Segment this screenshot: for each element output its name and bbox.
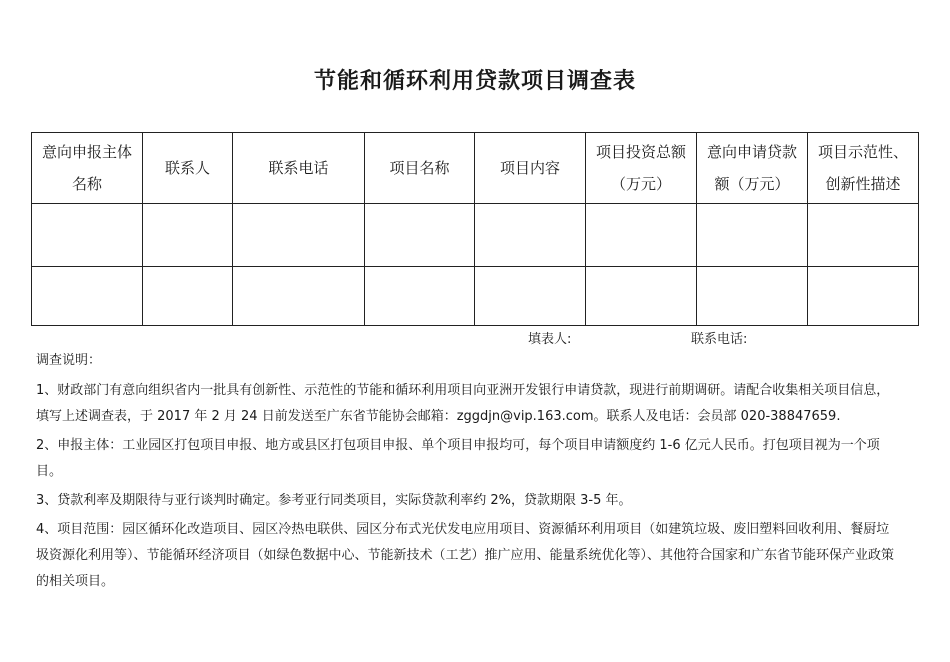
table-cell[interactable] xyxy=(697,267,808,326)
header-project-name xyxy=(365,133,475,204)
header-text: 联系电话 xyxy=(268,159,329,177)
table-cell[interactable] xyxy=(143,267,233,326)
header-applicant-name xyxy=(32,133,143,204)
table-cell[interactable] xyxy=(365,267,475,326)
table-cell[interactable] xyxy=(808,204,919,267)
header-text: 项目名称 xyxy=(389,159,450,177)
table-cell[interactable] xyxy=(233,267,365,326)
table-row xyxy=(32,204,919,267)
header-text: 创新性描述 xyxy=(825,175,901,193)
header-contact-person xyxy=(143,133,233,204)
header-text: 额（万元） xyxy=(714,175,790,193)
header-text: 意向申报主体 xyxy=(41,143,132,161)
table-cell[interactable] xyxy=(143,204,233,267)
table-row xyxy=(32,267,919,326)
header-text: （万元） xyxy=(610,175,671,193)
header-text: 名称 xyxy=(71,175,102,193)
survey-table xyxy=(31,132,919,326)
note-item: 2、申报主体：工业园区打包项目申报、地方或县区打包项目申报、单个项目申报均可，每个项目申请额度约 1-6 亿元人民币。打包项目视为一个项目。 xyxy=(36,438,880,479)
header-text: 项目内容 xyxy=(499,159,560,177)
note-item: 1、财政部门有意向组织省内一批具有创新性、示范性的节能和循环利用项目向亚洲开发银行申请贷款，现进行前期调研。请配合收集相关项目信息，填写上述调查表，于 2017 年 2 月 24 日前发送至广东省节能协会邮箱：zggdjn@vip.163.com。联系人及电话：会员部 020-38847659. xyxy=(36,383,890,424)
note-item: 3、贷款利率及期限待与亚行谈判时确定。参考亚行同类项目，实际贷款利率约 2%，贷款期限 3-5 年。 xyxy=(36,493,632,508)
note-item: 4、项目范围：园区循环化改造项目、园区冷热电联供、园区分布式光伏发电应用项目、资源循环利用项目（如建筑垃圾、废旧塑料回收利用、餐厨垃圾资源化利用等）、节能循环经济项目（如绿色数据中心、节能新技术（工艺）推广应用、能量系统优化等）、其他符合国家和广东省节能环保产业政策的相关项目。 xyxy=(36,522,895,589)
table-cell[interactable] xyxy=(586,204,697,267)
table-cell[interactable] xyxy=(365,204,475,267)
table-cell[interactable] xyxy=(808,267,919,326)
table-cell[interactable] xyxy=(475,204,586,267)
header-text: 联系人 xyxy=(164,159,210,177)
header-text: 项目示范性、 xyxy=(817,143,908,161)
table-cell[interactable] xyxy=(233,204,365,267)
table-header-row xyxy=(32,133,919,204)
header-contact-phone xyxy=(233,133,365,204)
header-text: 项目投资总额 xyxy=(595,143,686,161)
table-cell[interactable] xyxy=(586,267,697,326)
filler-label: 填表人: xyxy=(528,332,572,347)
table-cell[interactable] xyxy=(32,267,143,326)
document-title: 节能和循环利用贷款项目调查表 xyxy=(313,69,636,94)
header-text: 意向申请贷款 xyxy=(706,143,797,161)
survey-notes xyxy=(36,348,896,598)
table-cell[interactable] xyxy=(32,204,143,267)
header-loan-amount xyxy=(697,133,808,204)
phone-label: 联系电话: xyxy=(691,332,748,347)
table-cell[interactable] xyxy=(697,204,808,267)
table-cell[interactable] xyxy=(475,267,586,326)
header-project-content xyxy=(475,133,586,204)
header-demonstration-description xyxy=(808,133,919,204)
header-total-investment xyxy=(586,133,697,204)
notes-heading: 调查说明： xyxy=(36,353,102,368)
